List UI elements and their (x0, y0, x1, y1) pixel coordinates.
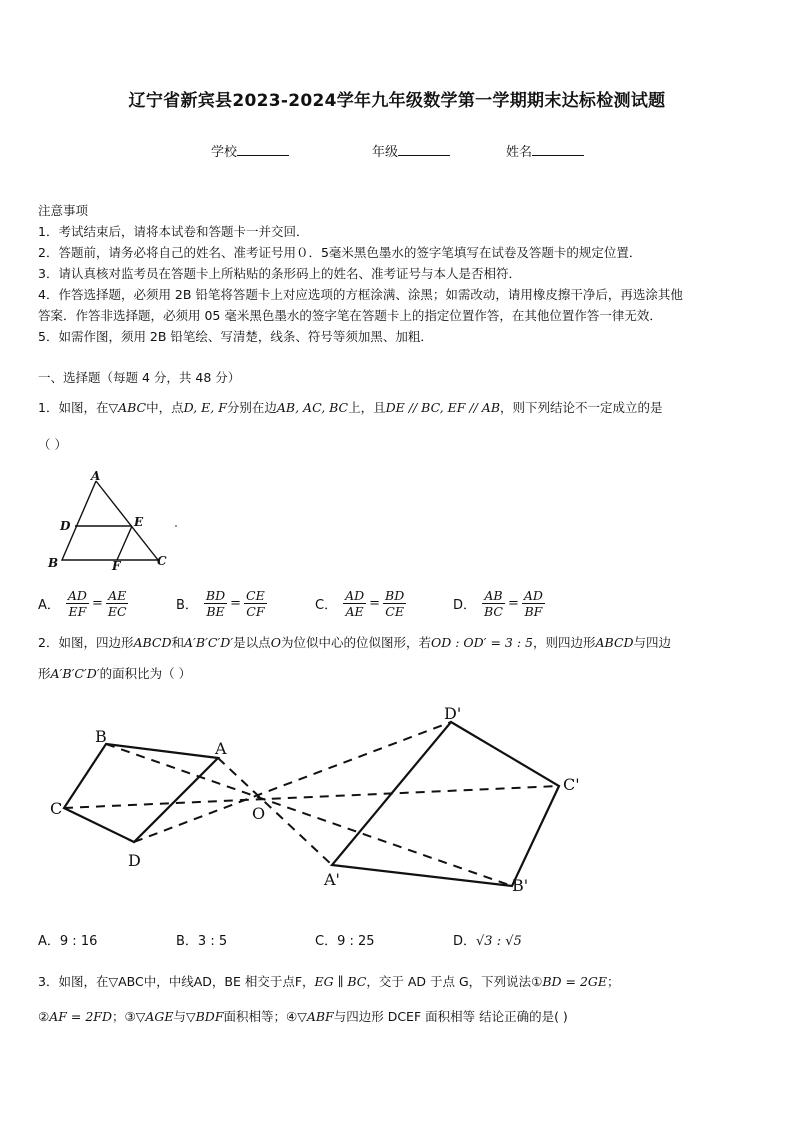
school-label: 学校 (211, 145, 238, 160)
note-item: 答案．作答非选择题，必须用 05 毫米黑色墨水的签字笔在答题卡上的指定位置作答，在其他位置作答一律无效． (38, 308, 662, 323)
label-c: C (157, 554, 167, 568)
school-field[interactable] (211, 141, 289, 160)
page-title: 辽宁省新宾县2023-2024学年九年级数学第一学期期末达标检测试题 (128, 91, 666, 111)
q1-option-c[interactable]: C． $\frac{AD}{AE}$ = $\frac{BD}{CE}$ (315, 588, 405, 619)
label-a-prime: A' (324, 870, 340, 889)
note-item: 1．考试结束后，请将本试卷和答题卡一并交回． (38, 224, 309, 239)
segment-ef (117, 526, 132, 560)
label-b-prime: B' (512, 876, 529, 895)
label-d: D (128, 851, 141, 870)
grade-label: 年级 (372, 145, 399, 160)
q2-homothety-figure (0, 690, 794, 910)
stray-dot (175, 525, 177, 527)
q1-stem: 1．如图，在▽ABC中，点D, E, F分别在边AB, AC, BC上，且DE // BC, EF // AB，则下列结论不一定成立的是 (38, 400, 663, 415)
note-item: 5．如需作图，须用 2B 铅笔绘、写清楚，线条、符号等须加黑、加粗． (38, 329, 433, 344)
notes-heading: 注意事项 (38, 203, 89, 218)
q1-triangle-figure (44, 468, 184, 576)
school-blank[interactable] (237, 143, 289, 156)
name-label: 姓名 (506, 145, 533, 160)
label-a: A (215, 739, 227, 758)
label-c: C (50, 799, 63, 818)
q3-stem-line2: ②AF = 2FD；③▽AGE与▽BDF面积相等；④▽ABF与四边形 DCEF 面积相等 结论正确的是( ) (38, 1009, 568, 1024)
note-item: 4．作答选择题，必须用 2B 铅笔将答题卡上对应选项的方框涂满、涂黑；如需改动，请用橡皮擦干净后，再选涂其他 (38, 287, 683, 302)
label-c-prime: C' (563, 775, 580, 794)
q2-option-a[interactable]: A．9 : 16 (38, 934, 98, 949)
note-item: 3．请认真核对监考员在答题卡上所粘贴的条形码上的姓名、准考证号与本人是否相符． (38, 266, 521, 281)
q1-option-a[interactable]: A． $\frac{AD}{EF}$ = $\frac{AE}{EC}$ (38, 588, 127, 619)
q1-option-d[interactable]: D． $\frac{AB}{BC}$ = $\frac{AD}{BF}$ (453, 588, 543, 619)
grade-field[interactable] (372, 141, 450, 160)
section-heading: 一、选择题（每题 4 分，共 48 分） (38, 370, 241, 385)
q1-answer-paren: （ ） (38, 437, 67, 452)
q2-option-c[interactable]: C．9 : 25 (315, 934, 375, 949)
quadrilateral-abcd (64, 744, 218, 842)
q2-option-b[interactable]: B．3 : 5 (176, 934, 228, 949)
ray-d-d2 (134, 722, 451, 842)
label-o: O (252, 804, 266, 823)
quadrilateral-a2b2c2d2 (332, 722, 559, 886)
label-a: A (91, 469, 101, 483)
label-b: B (48, 556, 59, 570)
note-item: 2．答题前，请务必将自己的姓名、准考证号用０．5毫米黑色墨水的签字笔填写在试卷及答题卡的规定位置． (38, 245, 642, 260)
grade-blank[interactable] (398, 143, 450, 156)
name-blank[interactable] (532, 143, 584, 156)
ray-b-b2 (106, 744, 512, 886)
name-field[interactable] (506, 141, 584, 160)
label-d: D (60, 519, 71, 533)
label-d-prime: D' (444, 704, 462, 723)
q2-stem-line1: 2．如图，四边形ABCD和A′B′C′D′是以点O为位似中心的位似图形，若OD : OD′ = 3 : 5，则四边形ABCD与四边 (38, 635, 672, 650)
label-e: E (134, 515, 144, 529)
label-b: B (95, 727, 107, 746)
q1-option-b[interactable]: B． $\frac{BD}{BE}$ = $\frac{CE}{CF}$ (176, 588, 265, 619)
triangle-abc (62, 481, 158, 560)
q3-stem-line1: 3．如图，在▽ABC中，中线AD，BE 相交于点F，EG ∥ BC，交于 AD 于点 G，下列说法①BD = 2GE； (38, 974, 620, 989)
ray-c-c2 (64, 786, 559, 808)
label-f: F (112, 559, 121, 573)
q2-option-d[interactable]: D．√3 : √5 (453, 934, 522, 949)
q2-stem-line2: 形A′B′C′D′的面积比为（ ） (38, 666, 192, 681)
